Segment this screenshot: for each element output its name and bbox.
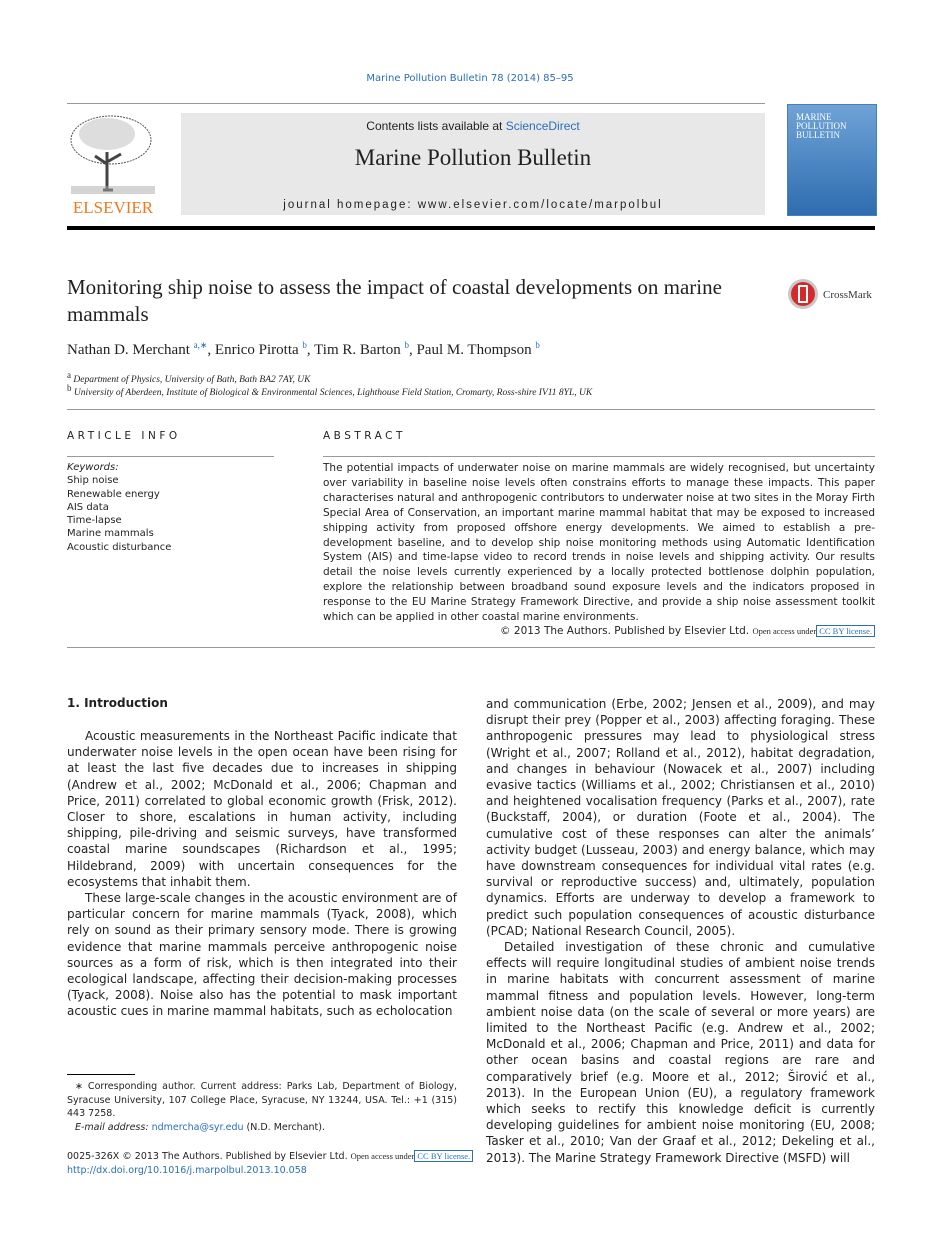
crossmark-label: CrossMark (823, 289, 872, 301)
author-sup[interactable]: b (535, 340, 540, 350)
body-paragraph: These large-scale changes in the acoustic environment are of particular concern for marine mammals (Tyack, 2008), which rely on sound as their primary sensory mode. There is growing evidence that marine mammals perceive anthropogenic noise sources as a form of risk, which is then integrated into their ecological landscape, affecting their decision-making processes (Tyack, 2008). Noise also has the potential to mask important acoustic cues in marine mammal habitats, such as echolocation (67, 891, 457, 1019)
author-name: Nathan D. Merchant (67, 342, 190, 358)
publication-info (67, 1149, 473, 1178)
contents-prefix: Contents lists available at (366, 119, 506, 133)
cc-by-license-link[interactable]: CC BY license. (816, 625, 875, 637)
author-name: Tim R. Barton (314, 342, 401, 358)
author-list: Nathan D. Merchant $^{a,∗}$, Enrico Pirotta $^b$, Tim R. Barton $^b$, Paul M. Thompson $^b$ (67, 340, 540, 358)
email-line: E-mail address: ndmercha@syr.edu (N.D. Merchant). (75, 1121, 325, 1133)
abstract-copyright: © 2013 The Authors. Published by Elsevier Ltd. Open access under CC BY license. (323, 625, 875, 637)
keyword: Time-lapse (67, 515, 122, 527)
affiliation-b: $^b$ University of Aberdeen, Institute of Biological & Environmental Sciences, Lighthouse Field Station, Cromarty, Ross-shire IV11 8YL, UK (67, 383, 593, 399)
email-link[interactable]: ndmercha@syr.edu (151, 1121, 244, 1133)
elsevier-wordmark: ELSEVIER (72, 198, 154, 216)
crossmark-badge[interactable] (787, 278, 877, 312)
cover-title: MARINE POLLUTION BULLETIN (796, 112, 847, 140)
author-sup[interactable]: b (404, 340, 409, 350)
keyword: Marine mammals (67, 528, 154, 540)
cc-by-license-link[interactable]: CC BY license. (414, 1150, 473, 1162)
doi-link[interactable]: http://dx.doi.org/10.1016/j.marpolbul.2013.10.058 (67, 1165, 307, 1176)
journal-cover-image[interactable] (787, 104, 877, 216)
journal-title: Marine Pollution Bulletin (354, 145, 592, 170)
article-info-heading: ARTICLE INFO (67, 430, 181, 442)
divider (67, 456, 274, 457)
elsevier-logo (67, 112, 159, 216)
footnote (67, 1080, 457, 1134)
keywords-list (67, 461, 171, 554)
contents-line (181, 119, 765, 133)
author-sup[interactable]: a,∗ (193, 340, 208, 350)
author-name: Paul M. Thompson (416, 342, 532, 358)
body-column-left (67, 728, 457, 1020)
journal-header (181, 113, 765, 215)
divider (323, 456, 875, 457)
abstract-text: The potential impacts of underwater noise on marine mammals are widely recognised, but uncertainty over variability in baseline noise levels often constrains efforts to manage these impacts. This paper characterises natural and anthropogenic contributors to underwater noise at two sites in the Moray Firth Special Area of Conservation, an important marine mammal habitat that may be exposed to increased shipping activity from proposed offshore energy developments. We aimed to establish a pre-development baseline, and to develop ship noise monitoring methods using Automatic Identification System (AIS) and time-lapse video to record trends in noise levels and shipping activity. Our results detail the noise levels currently experienced by a locally protected bottlenose dolphin population, explore the relationship between broadband sound exposure levels and the indicators proposed in response to the EU Marine Strategy Framework Directive, and provide a ship noise assessment toolkit which can be applied in other coastal marine environments. (323, 462, 875, 624)
crossmark-icon (787, 278, 819, 310)
keyword: AIS data (67, 501, 109, 513)
section-heading-introduction: 1. Introduction (67, 696, 168, 710)
affiliation-a: $^a$ Department of Physics, University of Bath, Bath BA2 7AY, UK (67, 370, 311, 386)
article-title: Monitoring ship noise to assess the impact of coastal developments on marine mammals (67, 275, 722, 326)
open-access-label: Open access under (752, 626, 817, 636)
journal-homepage[interactable]: journal homepage: www.elsevier.com/locate/marpolbul (283, 199, 663, 211)
issn-line: 0025-326X © 2013 The Authors. Published by Elsevier Ltd. Open access under CC BY license. (67, 1149, 473, 1164)
open-access-label: Open access under (350, 1151, 415, 1161)
corresponding-author-note: ∗ Corresponding author. Current address: Parks Lab, Department of Biology, Syracuse University, 107 College Place, Syracuse, NY 13244, USA. Tel.: +1 (315) 443 7258. (67, 1081, 457, 1119)
journal-reference[interactable]: Marine Pollution Bulletin 78 (2014) 85–95 (366, 73, 574, 84)
top-divider (67, 103, 765, 104)
body-paragraph: Detailed investigation of these chronic and cumulative effects will require longitudinal studies of ambient noise trends in marine habitats with concurrent assessment of marine mammal fitness and population levels. However, long-term ambient noise data (on the scale of several or more years) are limited to the Northeast Pacific (e.g. Andrew et al., 2002; McDonald et al., 2006; Chapman and Price, 2011) and data for other ocean basins and coastal regions are rare and comparatively brief (e.g. Moore et al., 2012; Širović et al., 2013). In the European Union (EU), a regulatory framework which seeks to rectify this knowledge deficit is currently developing guidelines for ambient noise monitoring (EU, 2008; Tasker et al., 2010; Van der Graaf et al., 2012; Dekeling et al., 2013). The Marine Strategy Framework Directive (MSFD) will (486, 940, 875, 1165)
keywords-label: Keywords: (67, 462, 119, 473)
footnote-divider (67, 1074, 135, 1075)
elsevier-tree-icon (67, 112, 159, 216)
body-column-right (486, 696, 875, 1166)
divider (67, 647, 875, 648)
divider (67, 409, 875, 410)
keyword: Ship noise (67, 475, 119, 487)
author-sup[interactable]: b (302, 340, 307, 350)
author-name: Enrico Pirotta (214, 342, 299, 358)
sciencedirect-link[interactable]: ScienceDirect (505, 119, 580, 133)
body-paragraph: Acoustic measurements in the Northeast Pacific indicate that underwater noise levels in the open ocean have been rising for at least the last five decades due to increases in shipping (Andrew et al., 2002; McDonald et al., 2006; Chapman and Price, 2011) correlated to global economic growth (Frisk, 2012). Closer to shore, escalations in human activity, including shipping, pile-driving and seismic surveys, have transformed coastal marine soundscapes (Richardson et al., 1995; Hildebrand, 2009) with uncertain consequences for the ecosystems that inhabit them. (67, 729, 457, 889)
body-paragraph: and communication (Erbe, 2002; Jensen et al., 2009), and may disrupt their prey (Popper et al., 2003) affecting foraging. These anthropogenic pressures may lead to physiological stress (Wright et al., 2007; Rolland et al., 2012), habitat degradation, and changes in behaviour (Nowacek et al., 2007) including evasive tactics (Williams et al., 2002; Christiansen et al., 2010) and heightened vocalisation frequency (Parks et al., 2007), rate (Buckstaff, 2004), or duration (Foote et al., 2004). The cumulative cost of these responses can alter the animals’ activity budget (Lusseau, 2003) and energy balance, which may have downstream consequences for individual vital rates (e.g. survival or reproductive success) and, ultimately, population dynamics. Efforts are underway to develop a framework to predict such population consequences of acoustic disturbance (PCAD; National Research Council, 2005). (486, 697, 875, 938)
keyword: Acoustic disturbance (67, 541, 172, 553)
header-rule (67, 226, 875, 230)
keyword: Renewable energy (67, 488, 160, 500)
abstract-heading: ABSTRACT (323, 430, 406, 442)
